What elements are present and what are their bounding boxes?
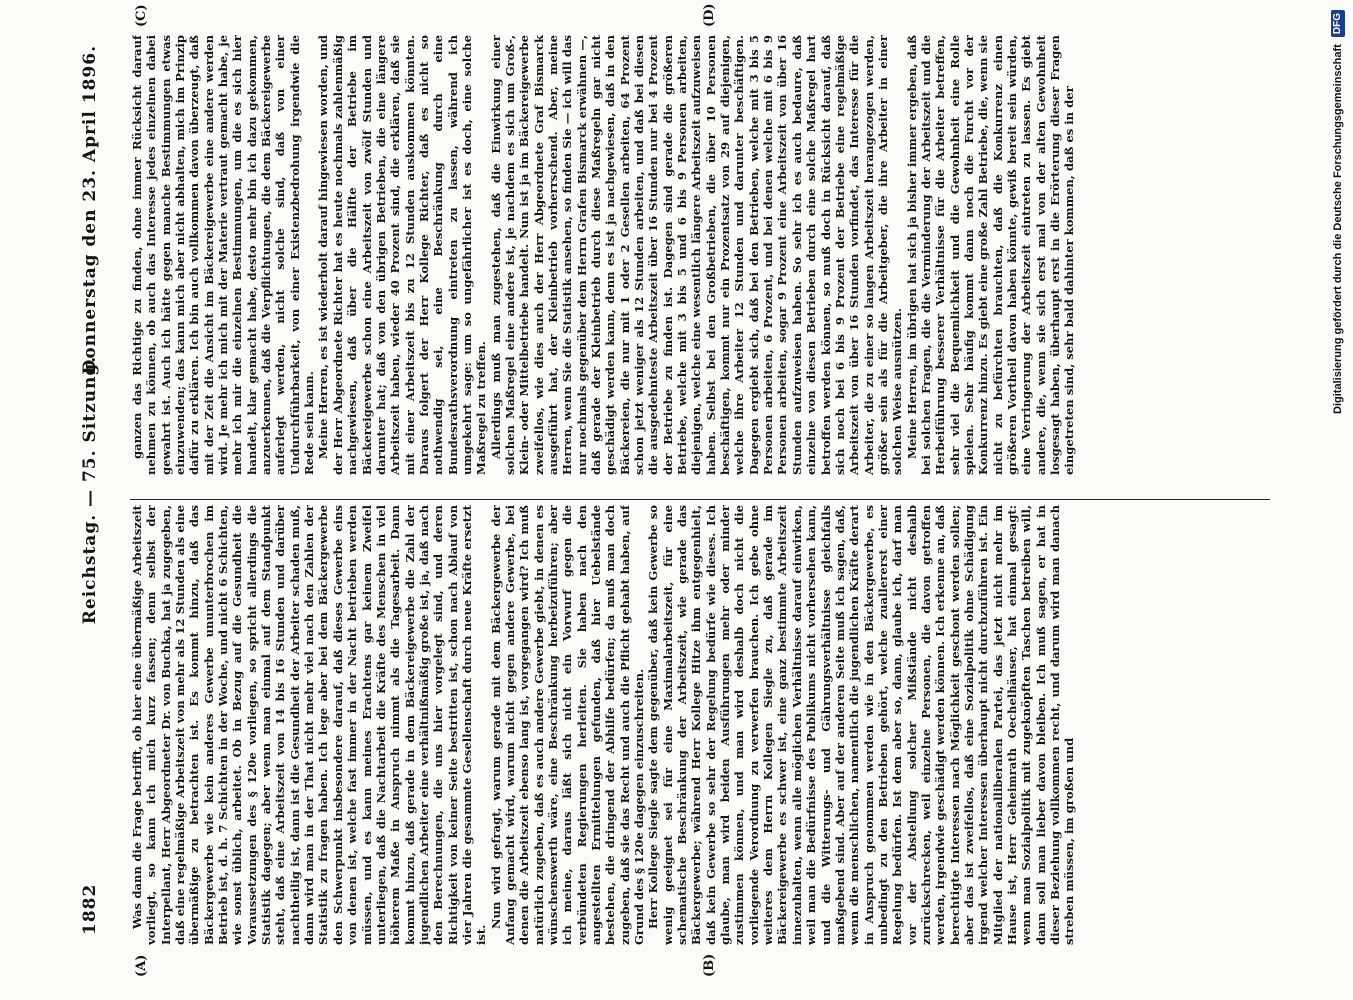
running-head <box>80 45 114 935</box>
printed-page <box>52 5 1302 995</box>
paragraph: Was dann die Frage betrifft, ob hier eine übermäßige Arbeitszeit vorliegt, so kann ich mich kurz fassen; denn selbst der Interpellant, Herr Abgeordneter Dr. von Buchka, hat ja zugegeben, daß eine regelmäßige Arbeitszeit von mehr als 12 Stunden als eine übermäßige zu betrachten ist. Es kommt hinzu, daß das Bäckergewerbe wie kein anderes Gewerbe ununterbrochen im Betrieb ist, d. h. 7 Schichten in der Woche, und nicht 6 Schichten, wie sonst üblich, arbeitet. Ob in Bezug auf die Gesundheit die Voraussetzungen des § 120e vorliegen, so spricht allerdings die Statistik dagegen; aber wenn man einmal auf dem Standpunkt steht, daß eine Arbeitszeit von 14 bis 16 Stunden und darüber nachtheilig ist, dann ist die Gesundheit der Arbeiter schaden muß, dann wird man in der That nicht mehr viel nach den Zahlen der Statistik zu fragen haben. Ich lege aber bei dem Bäckergewerbe den Schwerpunkt insbesondere darauf, daß dieses Gewerbe eins von denen ist, welche fast immer in der Nacht betrieben werden müssen, und es kann meines Erachtens gar keinem Zweifel unterliegen, daß die Nachtarbeit die Kräfte des Menschen in viel höherem Maße in Anspruch nimmt als die Tagesarbeit. Dann kommt hinzu, daß gerade in dem Bäckereigewerbe die Zahl der jugendlichen Arbeiter eine verhältnißmäßig große ist, ja, daß nach den Berechnungen, die uns hier vorgelegt sind, und deren Richtigkeit von keiner Seite bestritten ist, schon nach Ablauf von vier Jahren die gesammte Gesellenschaft durch neue Kräfte ersetzt ist. <box>130 505 489 945</box>
margin-marker-d: (D) <box>702 3 717 27</box>
paragraph: Nun wird gefragt, warum gerade mit dem Bäckergewerbe der Anfang gemacht wird, warum nicht gegen andere Gewerbe, bei denen die Arbeitszeit ebenso lang ist, vorgegangen wird? Ich muß natürlich zugeben, daß es auch andere Gewerbe giebt, in denen es wünschenswerth wäre, eine Beschränkung herbeizuführen; aber ich meine, daraus läßt sich nicht ein Vorwurf gegen die verbündeten Regierungen herleiten. Sie haben nach den angestellten Ermittelungen gefunden, daß hier Uebelstände bestehen, die dringend der Abhilfe bedürfen; da muß man doch zugeben, daß sie das Recht und auch die Pflicht gehabt haben, auf Grund des § 120e dagegen einzuschreiten. <box>488 505 647 945</box>
session-date: Donnerstag den 23. April 1896. <box>80 45 100 375</box>
left-column <box>130 505 1280 945</box>
page-number: 1882 <box>80 883 100 935</box>
margin-marker-b: (B) <box>702 953 717 977</box>
column-divider <box>130 499 1270 500</box>
digitization-credit-text: Digitalisierung gefördert durch die Deutsche Forschungsgemeinschaft <box>1331 44 1344 414</box>
paragraph: Meine Herren, im übrigen hat sich ja bisher immer ergeben, daß bei solchen Fragen, die die Verminderung der Arbeitszeit und die Herbeiführung besserer Verhältnisse für die Arbeiter betreffen, sehr viel die Bequemlichkeit und die Gewohnheit eine Rolle spielen. Sehr häufig kommt dann noch die Furcht vor der Konkurrenz hinzu. Es giebt eine große Zahl Betriebe, die, wenn sie nicht zu befürchten brauchten, daß die Konkurrenz einen größeren Vortheil davon haben könnte, gewiß bereit sein würden, eine Verringerung der Arbeitszeit eintreten zu lassen. Es giebt andere, die, wenn sie sich erst mal von der alten Gewohnheit losgesagt haben, überhaupt erst in die Erörterung dieser Fragen eingetreten sind, sehr bald dahinter kommen, daß es in der <box>904 35 1077 475</box>
dfg-logo: DFG <box>1331 10 1345 37</box>
session-title: Reichstag. — 75. Sitzung. <box>80 355 100 625</box>
digitization-credit <box>1331 10 1347 990</box>
paragraph: Allerdings muß man zugestehen, daß die Einwirkung einer solchen Maßregel eine andere ist, je nachdem es sich um Groß-, Klein- oder Mittelbetriebe handelt. Nun ist ja im Bäckereigewerbe zweifellos, wie dies auch der Herr Abgeordnete Graf Bismarck ausgeführt hat, der Kleinbetrieb vorherrschend. Aber, meine Herren, wenn Sie die Statistik ansehen, so finden Sie — ich will das nur nochmals gegenüber dem Herrn Grafen Bismarck erwähnen —, daß gerade der Kleinbetrieb durch diese Maßregeln gar nicht geschädigt werden kann, denn es ist ja nachgewiesen, daß in den Bäckereien, die nur mit 1 oder 2 Gesellen arbeiten, 64 Prozent schon jetzt weniger als 12 Stunden arbeiten, und daß bei diesen die ausgedehnteste Arbeitszeit über 16 Stunden nur bei 4 Prozent der Betriebe zu finden ist. Dagegen sind gerade die größeren Betriebe, welche mit 3 bis 5 und 6 bis 9 Personen arbeiten, diejenigen, welche eine wesentlich längere Arbeitszeit aufzuweisen haben. Selbst bei den Großbetrieben, die über 10 Personen beschäftigen, kommt nur ein Prozentsatz von 29 auf diejenigen, welche ihre Arbeiter 12 Stunden und darunter beschäftigen. Dagegen ergiebt sich, daß bei den Betrieben, welche mit 3 bis 5 Personen arbeiten, 6 Prozent, und bei denen welche mit 6 bis 9 Personen arbeiten, sogar 9 Prozent eine Arbeitszeit von über 16 Stunden aufzuweisen haben. So sehr ich es auch bedaure, daß einzelne von diesen Betrieben durch eine solche Maßregel hart betroffen werden können, so muß doch in Rücksicht darauf, daß sich noch bei 6 bis 9 Prozent der Betriebe eine regelmäßige Arbeitszeit von über 16 Stunden vorfindet, das Interesse für die Arbeiter, die zu einer so langen Arbeitszeit herangezogen werden, größer sein als für die Arbeitgeber, die ihre Arbeiter in einer solchen Weise ausnützen. <box>488 35 905 475</box>
right-column <box>130 35 1280 475</box>
paragraph: Herr Kollege Siegle sagte dem gegenüber, daß kein Gewerbe so wenig geeignet sei für eine Maximalarbeitszeit, für eine schematische Beschränkung der Arbeitszeit, wie gerade das Bäckergewerbe; während Herr Kollege Hitze ihm entgegenhielt, daß kein Gewerbe so sehr der Regelung bedürfe wie dieses. Ich glaube, man wird beiden Ausführungen mehr oder minder zustimmen können, und man wird deshalb doch nicht die vorliegende Verordnung zu verwerfen brauchen. Ich gebe ohne weiteres dem Herrn Kollegen Siegle zu, daß gerade im Bäckereigewerbe es schwer ist, eine ganz bestimmte Arbeitszeit innezuhalten, wenn alle möglichen Verhältnisse darauf einwirken, weil man die Bedürfnisse des Publikums nicht vorhersehen kann, und die Witterungs- und Gährungsverhältnisse gleichfalls maßgebend sind. Aber auf der anderen Seite muß ich sagen, daß, wenn die menschlichen, namentlich die jugendlichen Kräfte derart in Anspruch genommen werden wie in den Bäckergewerbe, es unbedingt zu den Betrieben gehört, welche zuallererst einer Regelung bedürfen. Ist dem aber so, dann, glaube ich, darf man vor der Abstellung solcher Mißstände nicht deshalb zurückschrecken, weil einzelne Personen, die davon getroffen werden, irgendwie geschädigt werden können. Ich erkenne an, daß berechtigte Interessen nach Möglichkeit geschont werden sollen; aber das ist zweifellos, daß eine Sozialpolitik ohne Schädigung irgend welcher Interessen überhaupt nicht durchzuführen ist. Ein Mitglied der nationalliberalen Partei, das jetzt nicht mehr im Hause ist, Herr Geheimrath Oechelhäuser, hat einmal gesagt: wenn man Sozialpolitik mit zugeknöpften Taschen betreiben will, dann soll man lieber davon bleiben. Ich muß sagen, er hat in dieser Beziehung vollkommen recht, und darum wird man danach streben müssen, im großen und <box>646 505 1077 945</box>
paragraph: Meine Herren, es ist wiederholt darauf hingewiesen worden, und der Herr Abgeordnete Richter hat es heute nochmals zahlenmäßig nachgewiesen, daß über die Hälfte der Betriebe im Bäckereigewerbe schon eine Arbeitszeit von zwölf Stunden und darunter hat; daß von den übrigen Betrieben, die eine längere Arbeitszeit haben, wieder 40 Prozent sind, die erklären, daß sie mit einer Arbeitszeit bis zu 12 Stunden auskommen könnten. Daraus folgert der Herr Kollege Richter, daß es nicht so nothwendig sei, eine Beschränkung durch eine Bundesrathsverordnung eintreten zu lassen, während ich umgekehrt sage: um so ungefährlicher ist es doch, eine solche Maßregel zu treffen. <box>316 35 489 475</box>
margin-marker-c: (C) <box>134 4 149 27</box>
margin-marker-a: (A) <box>134 954 149 977</box>
paragraph: ganzen das Richtige zu finden, ohne immer Rücksicht darauf nehmen zu können, ob auch das Interesse jedes einzelnen dabei gewahrt ist. Auch ich hätte gegen manche Bestimmungen etwas einzuwenden; das kann mich aber nicht abhalten, mich im Prinzip dafür zu erklären. Ich bin auch vollkommen davon überzeugt, daß mit der Zeit die Ansicht im Bäckereigewerbe eine andere werden wird. Je mehr ich mich mit der Materie vertraut gemacht habe, je mehr ich mir die einzelnen Bestimmungen, um die es sich hier handelt, klar gemacht habe, desto mehr bin ich dazu gekommen, anzuerkennen, daß die Verpflichtungen, die dem Bäckereigewerbe auferlegt werden, nicht solche sind, daß von einer Undurchführbarkeit, von einer Existenzbedrohung irgendwie die Rede sein kann. <box>130 35 317 475</box>
